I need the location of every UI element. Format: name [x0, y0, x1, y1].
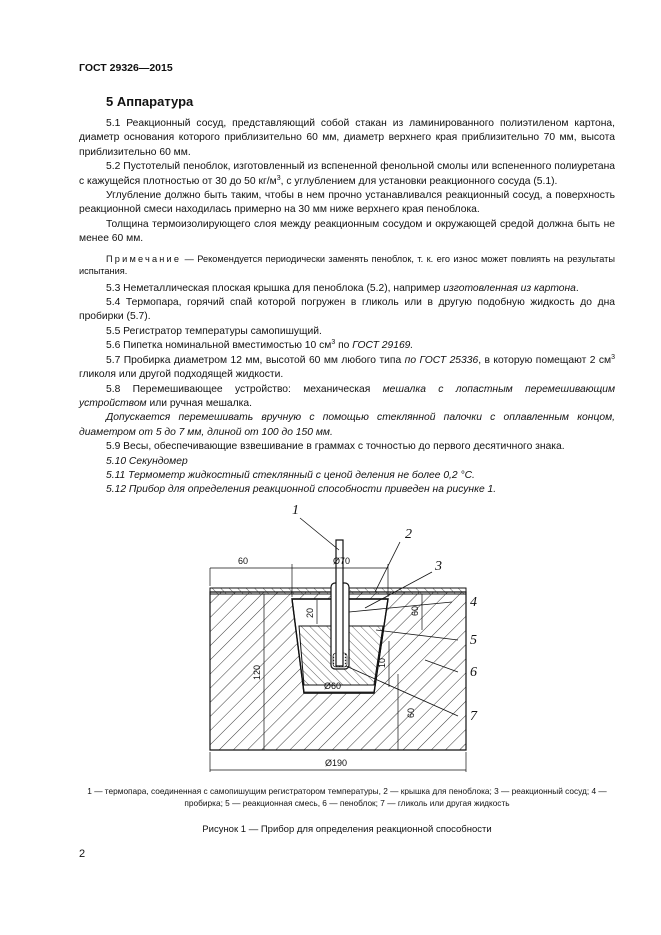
paragraph-5-5: 5.5 Регистратор температуры самопишущий. [106, 325, 322, 337]
figure-legend: 1 — термопара, соединенная с самопишущим регистратором температуры, 2 — крышка для пеноблока; 3 — реакционный сосуд; 4 — пробирка; 5 — реакционная смесь, 6 — пеноблок; 7 — гликоль или другая жидкость [87, 786, 607, 808]
paragraph-5-7: 5.7 Пробирка диаметром 12 мм, высотой 60 мм любого типа по ГОСТ 25336, в которую помещают 2 $см^3$ гликоля или другой подходящей жидкости. [79, 353, 615, 381]
paragraph-5-9: 5.9 Весы, обеспечивающие взвешивание в граммах с точностью до первого десятичного знака. [106, 441, 565, 453]
paragraph-5-10: 5.10 Секундомер [106, 455, 188, 467]
callout-2: 2 [405, 527, 412, 542]
paragraph-5-2: 5.2 Пустотелый пеноблок, изготовленный из вспененной фенольной смолы или вспененного полиуретана с кажущейся плотностью от 30 до 50 $кг/м^3$, с углублением для установки реакционного сосуда (5.1). [79, 161, 615, 187]
dim-dia60: Ø60 [324, 681, 342, 691]
callout-1: 1 [292, 503, 299, 518]
paragraph-thickness: Толщина термоизолирующего слоя между реакционным сосудом и окружающей средой должна быть не менее 60 мм. [79, 218, 615, 245]
note: Примечание — Рекомендуется периодически заменять пеноблок, т. к. его износ может повлиять на результаты испытания. [79, 253, 615, 277]
dim-gap10: 10 [377, 657, 387, 668]
document-header: ГОСТ 29326—2015 [79, 62, 173, 74]
paragraph-allowed: Допускается перемешивать вручную с помощью стеклянной палочки с оплавленным концом, диаметром от 5 до 7 мм, длиной от 100 до 150 мм. [79, 412, 615, 438]
dim-height120: 120 [252, 664, 262, 680]
dim-height60: 60 [410, 605, 420, 616]
callout-3: 3 [435, 559, 442, 574]
callout-6: 6 [470, 665, 477, 680]
paragraph-depth: Углубление должно быть таким, чтобы в нем прочно устанавливался реакционный сосуд, а поверхность реакционной смеси находилась примерно на 30 мм ниже верхнего края пеноблока. [79, 190, 615, 216]
figure-caption: Рисунок 1 — Прибор для определения реакционной способности [202, 824, 492, 835]
callout-5: 5 [470, 633, 477, 648]
dim-bottom60: 60 [406, 707, 416, 718]
dim-top-width: 60 [238, 556, 249, 566]
dim-dia70: Ø70 [333, 556, 351, 566]
page-number: 2 [79, 848, 86, 860]
paragraph-5-6: 5.6 Пипетка номинальной вместимостью 10 $см^3$ по ГОСТ 29169. [106, 339, 414, 352]
paragraph-5-12: 5.12 Прибор для определения реакционной способности приведен на рисунке 1. [106, 484, 497, 496]
paragraph-5-1: 5.1 Реакционный сосуд, представляющий собой стакан из ламинированного полиэтиленом картона, диаметр основания которого приблизительно 60 мм, диаметр верхнего края приблизительно 70 мм, высота приблизительно 60 мм. [79, 118, 615, 158]
apparatus-figure [200, 500, 500, 780]
paragraph-5-8: 5.8 Перемешивающее устройство: механическая мешалка с лопастным перемешивающим устройством или ручная мешалка. [79, 383, 615, 409]
callout-4: 4 [470, 595, 477, 610]
callout-7: 7 [470, 709, 477, 724]
paragraph-5-3: 5.3 Неметаллическая плоская крышка для пеноблока (5.2), например изготовленная из картона. [106, 282, 579, 294]
body-text [79, 117, 615, 498]
dim-depth20: 20 [305, 607, 315, 618]
section-title: 5 Аппаратура [106, 94, 194, 109]
paragraph-5-4: 5.4 Термопара, горячий спай которой погружен в гликоль или в другую подобную жидкость до дна пробирки (5.7). [79, 297, 615, 323]
paragraph-5-11: 5.11 Термометр жидкостный стеклянный с ценой деления не более 0,2 °С. [106, 469, 475, 481]
dim-dia190: Ø190 [325, 758, 348, 768]
